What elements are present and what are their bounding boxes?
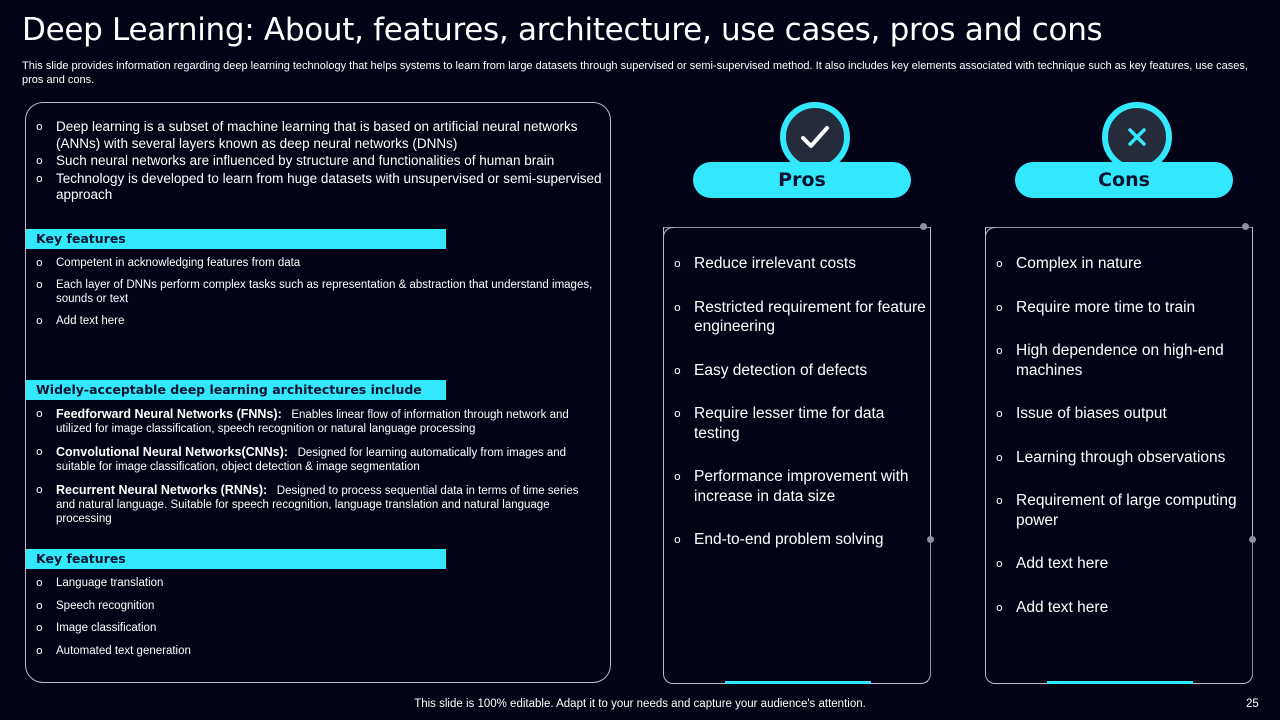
architecture-desc: Designed for learning automatically from images and suitable for image classification, object detection & image segmentation — [56, 447, 567, 473]
divider — [664, 227, 930, 228]
divider — [985, 227, 996, 240]
cons-item: o Add text here — [986, 554, 1248, 574]
decor-dot — [1242, 223, 1249, 230]
architecture-item — [26, 483, 596, 526]
intro-item: o Technology is developed to learn from huge datasets with unsupervised or semi-supervised approach — [26, 171, 604, 204]
slide-subtitle: This slide provides information regarding deep learning technology that helps systems to learn from large datasets through supervised or semi-supervised method. It also includes key elements associated with technique such as key features, use cases, pros and cons. — [22, 60, 1248, 86]
divider — [1252, 540, 1253, 676]
divider — [986, 227, 1252, 228]
decor-dot — [927, 536, 934, 543]
intro-list — [26, 119, 604, 205]
cons-label: Cons — [1015, 162, 1233, 198]
slide-title: Deep Learning: About, features, architecture, use cases, pros and cons — [22, 12, 1103, 48]
cons-item: o Add text here — [986, 598, 1248, 618]
architecture-desc: Designed to process sequential data in terms of time series and natural language. Suitable for speech recognition, language translation and natural language processing — [56, 485, 579, 525]
architecture-desc: Enables linear flow of information through network and utilized for image classification, speech recognition or natural language processing — [56, 409, 569, 435]
accent-bar — [1047, 681, 1193, 684]
pros-item: o End-to-end problem solving — [664, 530, 926, 550]
architecture-item — [26, 407, 596, 436]
architecture-item — [26, 445, 596, 474]
intro-item: o Deep learning is a subset of machine learning that is based on artificial neural networks (ANNs) with several layers known as deep neural networks (DNNs) — [26, 119, 604, 152]
architecture-name: Feedforward Neural Networks (FNNs): — [56, 407, 282, 421]
list-item: o Competent in acknowledging features from data — [26, 256, 596, 270]
cons-list — [986, 254, 1248, 641]
pros-item: o Reduce irrelevant costs — [664, 254, 926, 274]
use-cases-list — [26, 576, 596, 666]
key-features-list — [26, 256, 596, 336]
pros-card — [663, 227, 931, 684]
cons-item: o Learning through observations — [986, 448, 1248, 468]
list-item: o Each layer of DNNs perform complex tasks such as representation & abstraction that understand images, sounds or text — [26, 278, 596, 306]
use-cases-heading: Key features — [26, 549, 446, 569]
intro-item: o Such neural networks are influenced by structure and functionalities of human brain — [26, 153, 604, 170]
page-number: 25 — [1246, 698, 1259, 710]
pros-item: o Require lesser time for data testing — [664, 404, 926, 443]
divider — [663, 227, 674, 240]
key-features-heading: Key features — [26, 229, 446, 249]
list-item: o Add text here — [26, 314, 596, 328]
architectures-list — [26, 407, 596, 535]
pros-item: o Performance improvement with increase in data size — [664, 467, 926, 506]
about-panel — [25, 102, 611, 683]
cons-item: o Requirement of large computing power — [986, 491, 1248, 530]
cons-item: o Complex in nature — [986, 254, 1248, 274]
cons-item: o High dependence on high-end machines — [986, 341, 1248, 380]
list-item: o Automated text generation — [26, 644, 596, 658]
architectures-heading: Widely-acceptable deep learning architectures include — [26, 380, 446, 400]
pros-list — [664, 254, 926, 574]
list-item: o Image classification — [26, 621, 596, 635]
divider — [930, 540, 931, 676]
list-item: o Language translation — [26, 576, 596, 590]
cons-item: o Issue of biases output — [986, 404, 1248, 424]
architecture-name: Recurrent Neural Networks (RNNs): — [56, 483, 268, 497]
architecture-name: Convolutional Neural Networks(CNNs): — [56, 445, 288, 459]
pros-label: Pros — [693, 162, 911, 198]
cons-item: o Require more time to train — [986, 298, 1248, 318]
pros-item: o Easy detection of defects — [664, 361, 926, 381]
footer-note: This slide is 100% editable. Adapt it to your needs and capture your audience's attention. — [414, 698, 866, 710]
list-item: o Speech recognition — [26, 599, 596, 613]
cons-card — [985, 227, 1253, 684]
accent-bar — [725, 681, 871, 684]
pros-item: o Restricted requirement for feature engineering — [664, 298, 926, 337]
decor-dot — [1249, 536, 1256, 543]
decor-dot — [920, 223, 927, 230]
